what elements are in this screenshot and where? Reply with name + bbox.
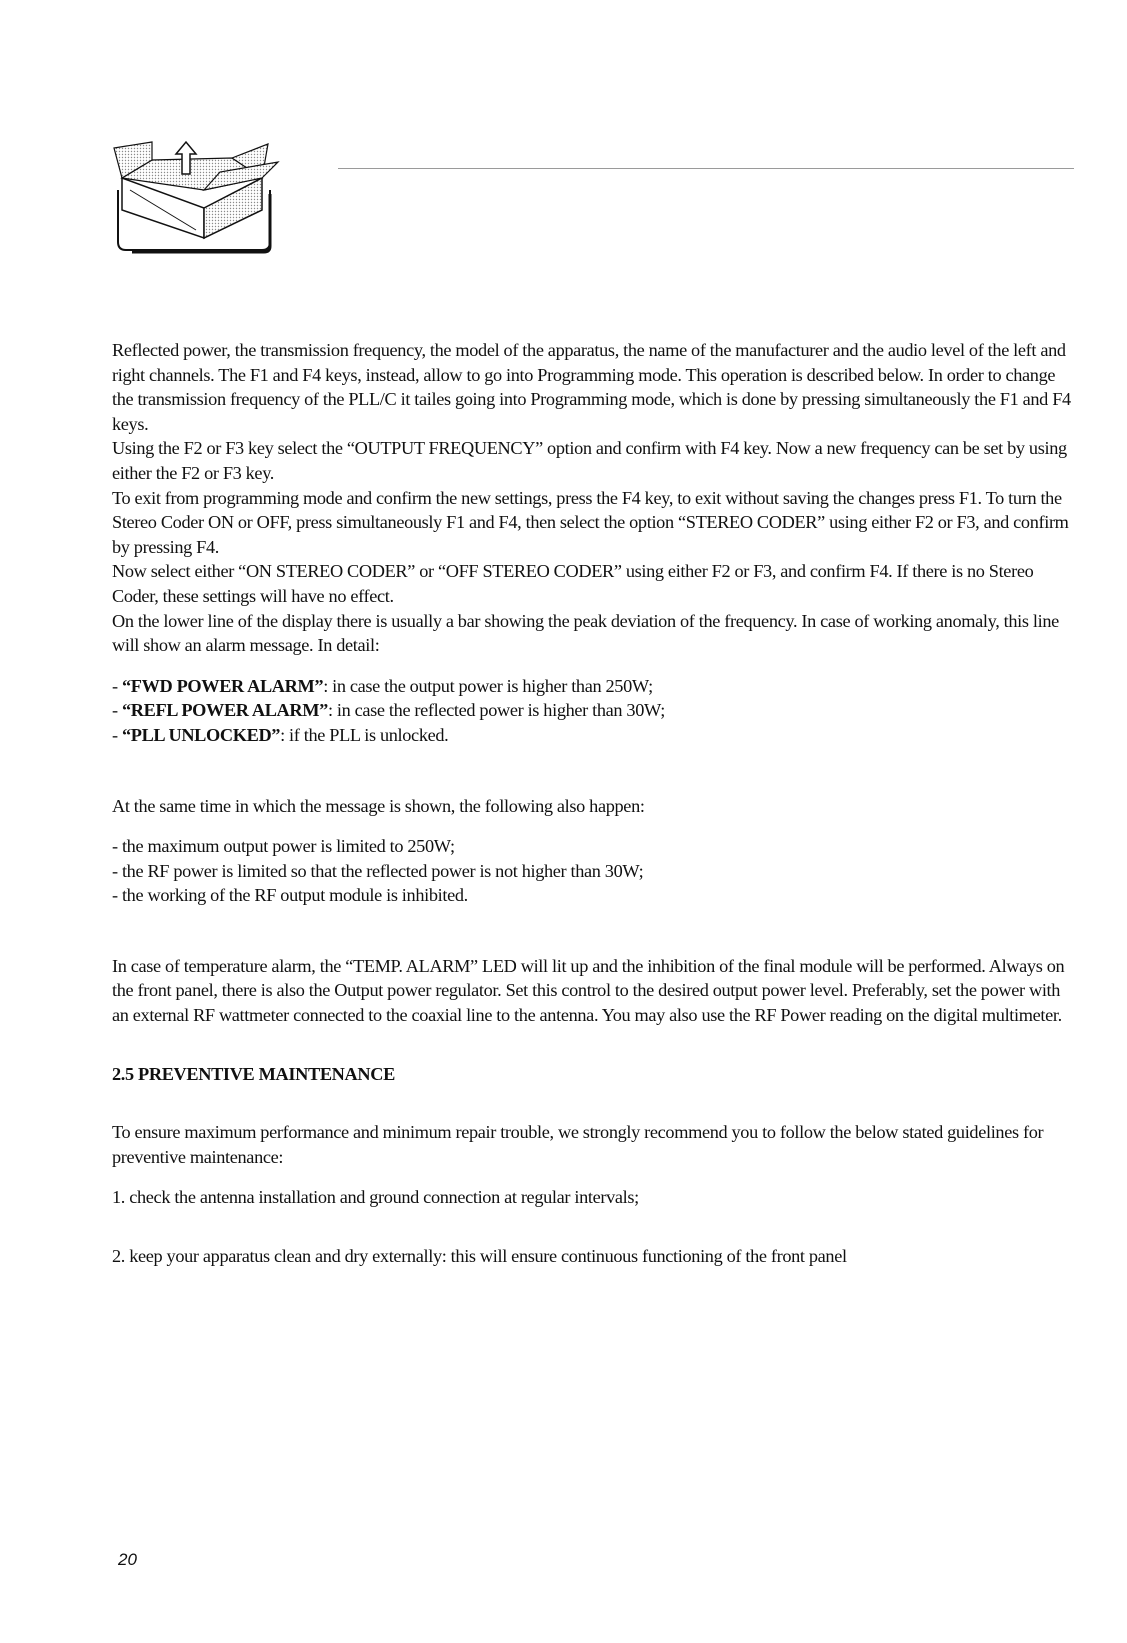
alarm-text: : in case the output power is higher than 250W; — [323, 675, 653, 696]
alarm-prefix: - — [112, 675, 122, 696]
paragraph-exit-programming: To exit from programming mode and confirm the new settings, press the F4 key, to exit without saving the changes press F1. To turn the Stereo Coder ON or OFF, press simultaneously F1 and F4, then select the option “STEREO CODER” using either F2 or F3, and confirm by pressing F4. — [112, 487, 1069, 557]
alarm-text: : if the PLL is unlocked. — [280, 724, 449, 745]
alarm-label: “REFL POWER ALARM” — [121, 700, 328, 721]
paragraph-display-line: On the lower line of the display there is usually a bar showing the peak deviation of the frequency. In case of working anomaly, this line will show an alarm message. In detail: — [112, 610, 1059, 656]
open-box-icon — [112, 138, 284, 258]
effect-item: - the working of the RF output module is inhibited. — [112, 885, 468, 906]
alarm-prefix: - — [112, 700, 122, 721]
effects-list — [112, 834, 1074, 908]
section-intro: To ensure maximum performance and minimum repair trouble, we strongly recommend you to follow the below stated guidelines for preventive maintenance: — [112, 1122, 1044, 1167]
alarm-item — [112, 723, 1074, 748]
maintenance-item: 2. keep your apparatus clean and dry externally: this will ensure continuous functioning of the front panel — [112, 1246, 847, 1267]
effect-item: - the RF power is limited so that the reflected power is not higher than 30W; — [112, 860, 644, 881]
alarm-list — [112, 674, 1074, 748]
page-number: 20 — [118, 1550, 137, 1569]
section-title: 2.5 PREVENTIVE MAINTENANCE — [112, 1063, 395, 1084]
alarm-label: “FWD POWER ALARM” — [121, 675, 324, 696]
header-rule — [338, 168, 1074, 169]
alarm-label: “PLL UNLOCKED” — [121, 724, 281, 745]
alarm-item — [112, 674, 1074, 699]
alarm-prefix: - — [112, 724, 122, 745]
paragraph-stereo-coder: Now select either “ON STEREO CODER” or “OFF STEREO CODER” using either F2 or F3, and confirm F4. If there is no Stereo Coder, these settings will have no effect. — [112, 561, 1034, 606]
effect-item: - the maximum output power is limited to 250W; — [112, 836, 455, 857]
paragraph-same-time: At the same time in which the message is shown, the following also happen: — [112, 795, 645, 816]
page-body — [112, 338, 1074, 1269]
alarm-item — [112, 698, 1074, 723]
paragraph-intro: Reflected power, the transmission frequency, the model of the apparatus, the name of the manufacturer and the audio level of the left and right channels. The F1 and F4 keys, instead, allow to go into Programming mode. This operation is described below. In order to change the transmission frequency of the PLL/C it tailes going into Programming mode, which is done by pressing simultaneously the F1 and F4 keys. — [112, 340, 1071, 434]
alarm-text: : in case the reflected power is higher than 30W; — [327, 700, 665, 721]
maintenance-item: 1. check the antenna installation and ground connection at regular intervals; — [112, 1187, 639, 1208]
paragraph-output-frequency: Using the F2 or F3 key select the “OUTPUT FREQUENCY” option and confirm with F4 key. Now a new frequency can be set by using either the F2 or F3 key. — [112, 438, 1067, 483]
paragraph-temp-alarm: In case of temperature alarm, the “TEMP. ALARM” LED will lit up and the inhibition of the final module will be performed. Always on the front panel, there is also the Output power regulator. Set this control to the desired output power level. Preferably, set the power with an external RF wattmeter connected to the coaxial line to the antenna. You may also use the RF Power reading on the digital multimeter. — [112, 955, 1065, 1026]
